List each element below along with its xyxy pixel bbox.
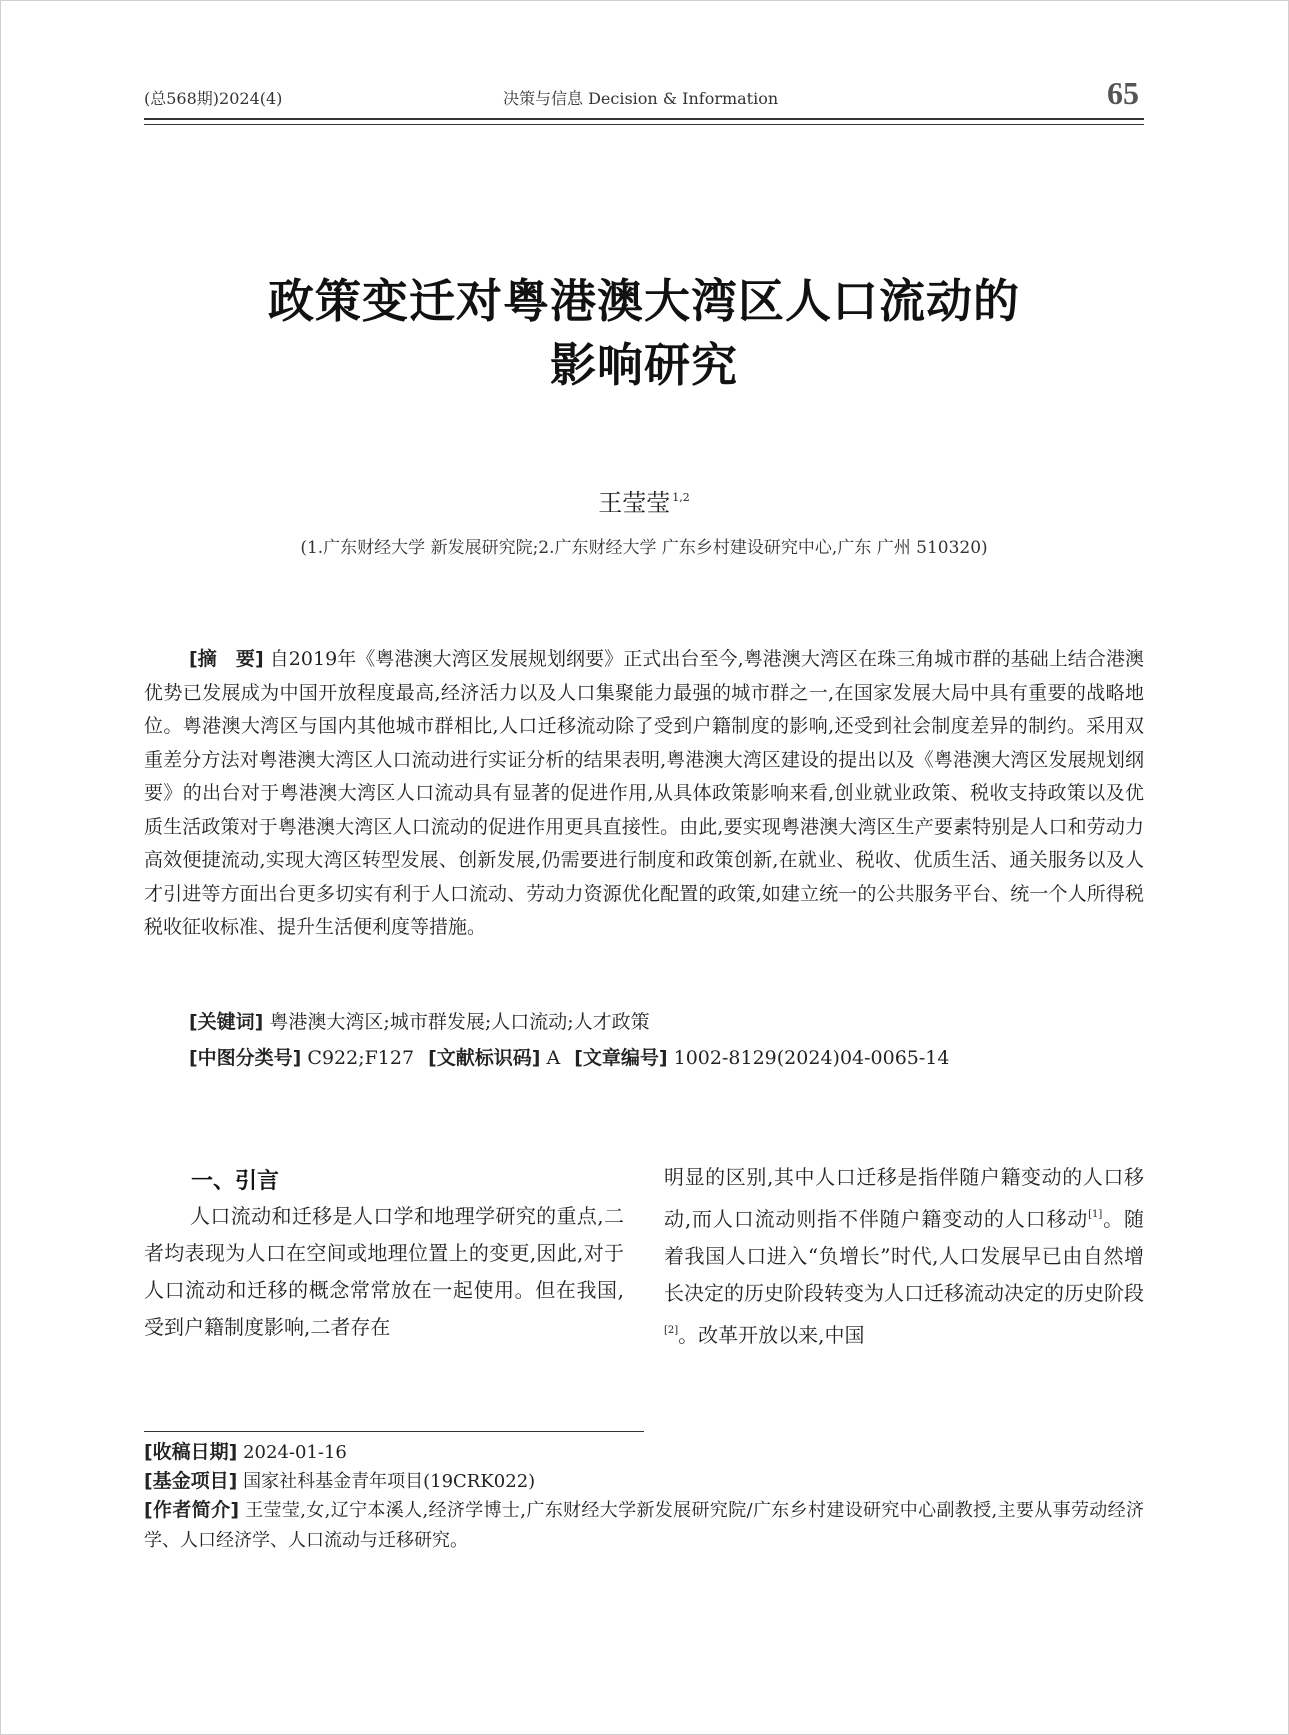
doc-code-label: [文献标识码] bbox=[428, 1047, 541, 1069]
header-rule-thick bbox=[144, 118, 1144, 120]
header-journal: 决策与信息 Decision & Information bbox=[503, 89, 779, 108]
received-label: [收稿日期] bbox=[144, 1441, 238, 1463]
footnote-received bbox=[144, 1437, 1144, 1468]
header-issue: (总568期)2024(4) bbox=[144, 89, 283, 108]
classification-line bbox=[189, 1042, 950, 1075]
section-heading: 一、引言 bbox=[191, 1169, 280, 1194]
keywords-label: [关键词] bbox=[189, 1011, 264, 1033]
fund-value: 国家社科基金青年项目(19CRK022) bbox=[237, 1471, 536, 1492]
article-title bbox=[144, 269, 1144, 397]
footnote-fund bbox=[144, 1466, 1144, 1497]
author-affiliation: (1.广东财经大学 新发展研究院;2.广东财经大学 广东乡村建设研究中心,广东 广州 510320) bbox=[300, 538, 988, 558]
article-number-label: [文章编号] bbox=[574, 1047, 668, 1069]
clc-label: [中图分类号] bbox=[189, 1047, 302, 1069]
header-rule-thin bbox=[144, 124, 1144, 125]
bio-label: [作者简介] bbox=[144, 1499, 240, 1521]
fund-label: [基金项目] bbox=[144, 1470, 238, 1492]
abstract-label: [摘 要] bbox=[189, 648, 264, 670]
page-number: 65 bbox=[1107, 75, 1139, 111]
title-line-1: 政策变迁对粤港澳大湾区人口流动的 bbox=[268, 274, 1020, 328]
author-affiliation-marks: 1,2 bbox=[672, 491, 690, 504]
body-text-2: 。随着我国人口进入“负增长”时代,人口发展早已由自然增长决定的历史阶段转变为人口迁移流动决定的历史阶段 bbox=[664, 1207, 1145, 1305]
title-line-2: 影响研究 bbox=[550, 338, 738, 392]
body-text-1: 明显的区别,其中人口迁移是指伴随户籍变动的人口移动,而人口流动则指不伴随户籍变动的人口移动 bbox=[664, 1165, 1144, 1231]
body-text-3: 。改革开放以来,中国 bbox=[678, 1323, 865, 1347]
body-left-column: 人口流动和迁移是人口学和地理学研究的重点,二者均表现为人口在空间或地理位置上的变更,因此,对于人口流动和迁移的概念常常放在一起使用。但在我国,受到户籍制度影响,二者存在 bbox=[144, 1204, 624, 1339]
keywords bbox=[189, 1006, 650, 1039]
author-name: 王莹莹 bbox=[598, 489, 671, 517]
doc-code-value: A bbox=[540, 1047, 561, 1069]
citation-ref-2[interactable]: [2] bbox=[664, 1325, 679, 1336]
clc-value: C922;F127 bbox=[301, 1047, 415, 1069]
abstract bbox=[144, 643, 1144, 945]
footnote-rule bbox=[144, 1431, 644, 1432]
received-value: 2024-01-16 bbox=[237, 1442, 347, 1463]
bio-value: 王莹莹,女,辽宁本溪人,经济学博士,广东财经大学新发展研究院/广东乡村建设研究中心副教授,主要从事劳动经济学、人口经济学、人口流动与迁移研究。 bbox=[144, 1500, 1145, 1551]
author bbox=[144, 483, 1144, 518]
body-right-column bbox=[664, 1159, 1144, 1354]
footnote-author-bio bbox=[144, 1495, 1144, 1556]
article-number-value: 1002-8129(2024)04-0065-14 bbox=[667, 1047, 950, 1069]
citation-ref-1[interactable]: [1] bbox=[1088, 1209, 1103, 1220]
keywords-text: 粤港澳大湾区;城市群发展;人口流动;人才政策 bbox=[263, 1011, 650, 1033]
abstract-text: 自2019年《粤港澳大湾区发展规划纲要》正式出台至今,粤港澳大湾区在珠三角城市群的基础上结合港澳优势已发展成为中国开放程度最高,经济活力以及人口集聚能力最强的城市群之一,在国家发展大局中具有重要的战略地位。粤港澳大湾区与国内其他城市群相比,人口迁移流动除了受到户籍制度的影响,还受到社会制度差异的制约。采用双重差分方法对粤港澳大湾区人口流动进行实证分析的结果表明,粤港澳大湾区建设的提出以及《粤港澳大湾区发展规划纲要》的出台对于粤港澳大湾区人口流动具有显著的促进作用,从具体政策影响来看,创业就业政策、税收支持政策以及优质生活政策对于粤港澳大湾区人口流动的促进作用更具直接性。由此,要实现粤港澳大湾区生产要素特别是人口和劳动力高效便捷流动,实现大湾区转型发展、创新发展,仍需要进行制度和政策创新,在就业、税收、优质生活、通关服务以及人才引进等方面出台更多切实有利于人口流动、劳动力资源优化配置的政策,如建立统一的公共服务平台、统一个人所得税税收征收标准、提升生活便利度等措施。 bbox=[144, 648, 1145, 938]
